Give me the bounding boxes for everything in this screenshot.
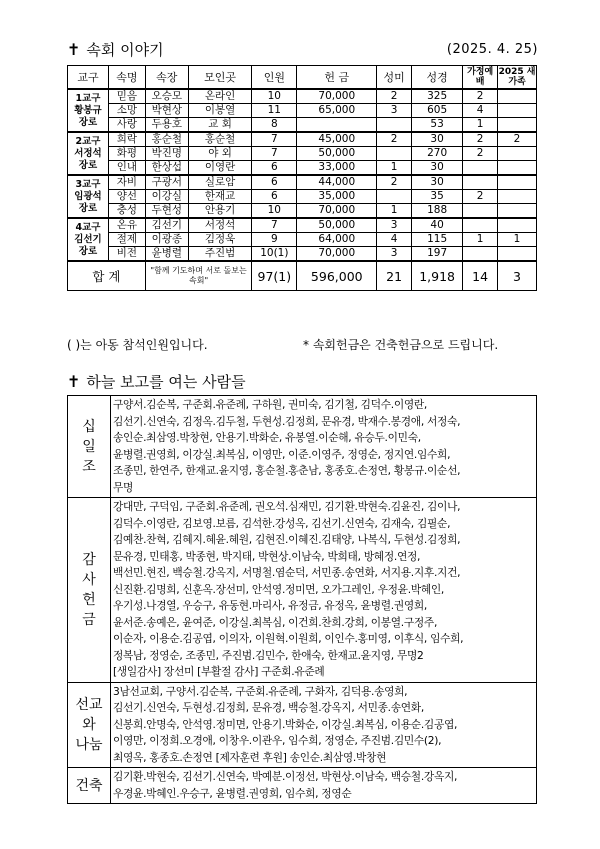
donor-line: 신진환.김명희, 신훈옥.장선미, 안석영.정미면, 오가그레인, 우정윤.박혜인,	[113, 582, 444, 596]
table-cell: 믿음	[108, 89, 145, 104]
table-cell: 홍순철	[188, 132, 251, 147]
table-cell: 2	[377, 89, 412, 104]
table-cell	[297, 118, 377, 133]
district-label: 3교구	[75, 178, 101, 190]
table-cell: 1	[463, 118, 498, 133]
table-cell: 4	[377, 233, 412, 247]
table-cell: 70,000	[297, 247, 377, 262]
donor-line: 김선기.신연숙, 두현성.김정희, 문유경, 백승철.강옥지, 서민종.송연화,	[113, 701, 424, 714]
table-cell: 6	[252, 161, 297, 176]
table-cell: 1	[498, 233, 537, 247]
table-cell: 50,000	[297, 147, 377, 161]
header-cell: 성경	[412, 66, 463, 90]
table-row	[68, 132, 537, 147]
donor-line: 송인순.최삼영.박창현, 안용기.박화순, 유봉열.이순해, 유승두.이민숙,	[113, 431, 421, 444]
total-bible: 1,918	[412, 261, 463, 291]
donation-row	[68, 682, 537, 768]
table-cell	[498, 89, 537, 104]
donation-table	[67, 395, 537, 804]
table-cell	[498, 118, 537, 133]
table-cell: 65,000	[297, 104, 377, 118]
table-cell: 절제	[108, 233, 145, 247]
donor-line: 문유경, 민태홍, 박종현, 박지태, 박현상.이남숙, 박희태, 방혜정.연정,	[113, 549, 421, 563]
table-cell: 2	[498, 132, 537, 147]
table-cell: 35	[412, 190, 463, 204]
table-cell	[463, 161, 498, 176]
table-cell: 화평	[108, 147, 145, 161]
cross-icon: ✝	[67, 40, 81, 59]
table-cell: 64,000	[297, 233, 377, 247]
table-cell: 10	[252, 204, 297, 219]
header-cell: 2025 새가족	[498, 67, 536, 87]
table-cell: 온유	[108, 218, 145, 233]
table-cell	[498, 147, 537, 161]
header-cell: 가정예배	[463, 66, 498, 90]
table-cell: 1	[377, 161, 412, 176]
donor-names	[111, 768, 537, 804]
donation-category	[68, 498, 111, 683]
district-label: 서정석	[74, 147, 102, 159]
donor-line: 3남선교회, 구양서.김순복, 구준회.유준례, 구화자, 김덕용.송영희,	[113, 684, 408, 698]
table-cell: 40	[412, 218, 463, 233]
donor-line: [생일감사] 장선미 [부활절 감사] 구준회.유준례	[113, 665, 325, 678]
donation-row	[68, 498, 537, 683]
table-row	[68, 204, 537, 219]
category-char: 나눔	[75, 736, 103, 753]
total-people: 97(1)	[252, 261, 297, 291]
table-cell: 비전	[108, 247, 145, 262]
total-phrase: "함께 기도하며 서로 돌보는 속회"	[145, 261, 251, 291]
district-label: 임광석	[74, 190, 102, 202]
table-cell: 188	[412, 204, 463, 219]
table-cell: 3	[377, 104, 412, 118]
district-label: 장로	[78, 159, 98, 171]
district-cell	[68, 132, 109, 175]
table-cell: 33,000	[297, 161, 377, 176]
total-rice: 21	[377, 261, 412, 291]
category-char: 사	[82, 571, 96, 588]
table-row	[68, 218, 537, 233]
district-label: 장로	[78, 245, 98, 257]
table-row	[68, 247, 537, 262]
table-cell	[498, 218, 537, 233]
table-cell: 교 회	[188, 118, 251, 133]
header-cell: 헌 금	[297, 66, 377, 90]
district-cell	[68, 218, 109, 261]
cross-icon: ✝	[67, 372, 81, 391]
donation-category	[68, 768, 111, 804]
donation-row	[68, 396, 537, 498]
header-cell: 교구	[68, 66, 109, 90]
table-cell: 김정욱	[188, 233, 251, 247]
table-cell: 70,000	[297, 204, 377, 219]
table-cell	[498, 104, 537, 118]
donor-line: 윤서준.송예은, 윤여준, 이강실.최복심, 이건희.찬희.강희, 이봉열.구정주,	[113, 615, 438, 629]
table-cell: 30	[412, 132, 463, 147]
table-cell: 한상섭	[145, 161, 188, 176]
category-char: 금	[82, 611, 96, 628]
district-cell	[68, 89, 109, 132]
table-cell	[377, 118, 412, 133]
table-cell: 325	[412, 89, 463, 104]
note-offering: * 속회헌금은 건축헌금으로 드립니다.	[303, 338, 499, 352]
table-cell: 주진범	[188, 247, 251, 262]
district-label: 1교구	[75, 92, 101, 104]
table-cell: 6	[252, 190, 297, 204]
donation-category	[68, 396, 111, 498]
table-cell: 45,000	[297, 132, 377, 147]
donor-line: 구양서.김순복, 구준회.유준례, 구하원, 권미숙, 김기철, 김덕수.이영란,	[113, 398, 428, 411]
donor-line: 백선민.현진, 백승철.강옥지, 서명철.염순덕, 서민종.송연화, 서지용.지후.지건,	[113, 566, 461, 579]
section-title-sokhoe: ✝ 속회 이야기	[67, 40, 164, 59]
category-char: 감	[82, 551, 96, 568]
donor-line: 조종민, 한연주, 한재교.윤지영, 홍순철.홍춘남, 홍종호.손정연, 황봉규.이순선,	[113, 464, 461, 477]
table-cell: 115	[412, 233, 463, 247]
table-cell: 안용기	[188, 204, 251, 219]
table-cell: 사랑	[108, 118, 145, 133]
table-row	[68, 104, 537, 118]
table-cell: 10(1)	[252, 247, 297, 262]
category-char: 와	[82, 716, 96, 733]
table-cell: 소망	[108, 104, 145, 118]
table-cell: 1	[463, 233, 498, 247]
table-cell: 두용호	[145, 118, 188, 133]
table-cell: 35,000	[297, 190, 377, 204]
header-cell: 성미	[377, 66, 412, 90]
table-cell: 11	[252, 104, 297, 118]
table-cell: 한재교	[188, 190, 251, 204]
table-cell	[463, 218, 498, 233]
donor-line: 최영옥, 홍종호.손정연 [제자훈련 후원] 송인순.최삼영.박창현	[113, 750, 387, 764]
table-cell: 실로암	[188, 175, 251, 190]
category-char: 헌	[82, 591, 96, 608]
table-cell: 197	[412, 247, 463, 262]
table-cell	[498, 161, 537, 176]
total-label: 합 계	[68, 261, 146, 291]
donor-line: 우경윤.박혜인.우승구, 윤병렬.권영희, 임수희, 정영순	[113, 786, 352, 800]
header-cell: 모인곳	[188, 66, 251, 90]
table-cell	[498, 204, 537, 219]
table-cell: 53	[412, 118, 463, 133]
table-row	[68, 89, 537, 104]
category-char: 일	[82, 438, 96, 455]
table-row	[68, 147, 537, 161]
category-char: 조	[82, 458, 96, 475]
table-cell: 4	[463, 104, 498, 118]
donor-line: 김기환.박현숙, 김선기.신연숙, 박예분.이정선, 박현상.이남숙, 백승철.강옥지,	[113, 770, 458, 783]
donor-line: 정복남, 정영순, 조종민, 주진범.김민수, 한애숙, 한재교.윤지영, 무명2	[113, 648, 424, 662]
table-cell: 30	[412, 161, 463, 176]
donor-line: 김덕수.이영란, 김보영.보름, 김석한.강성옥, 김선기.신연숙, 김재숙, 김필순,	[113, 516, 451, 530]
header-cell: 인원	[252, 66, 297, 90]
total-row	[68, 261, 537, 291]
table-cell: 오승모	[145, 89, 188, 104]
donor-line: 신봉희.안명숙, 안석영.정미면, 안용기.박화순, 이강실.최복심, 이용순.김공엽,	[113, 717, 458, 731]
header-cell: 속장	[145, 66, 188, 90]
table-cell	[498, 175, 537, 190]
table-cell: 양선	[108, 190, 145, 204]
table-cell	[463, 247, 498, 262]
table-row	[68, 118, 537, 133]
district-label: 김선기	[74, 233, 102, 245]
table-cell: 2	[377, 132, 412, 147]
table-cell: 9	[252, 233, 297, 247]
table-cell: 홍순철	[145, 132, 188, 147]
table-cell: 30	[412, 175, 463, 190]
table-cell	[377, 190, 412, 204]
district-label: 황봉규	[74, 104, 102, 116]
table-cell: 인내	[108, 161, 145, 176]
table-cell: 박진명	[145, 147, 188, 161]
donor-line: 김예찬.찬혁, 김혜지.혜윤.혜원, 김현진.이혜진.김태양, 나복식, 두현성.김정희,	[113, 533, 461, 546]
donor-line: 김선기.신연숙, 김정옥.김두철, 두현성.김정희, 문유경, 박재수.봉경애, 서정숙,	[113, 414, 461, 428]
table-cell: 온라인	[188, 89, 251, 104]
table-cell: 2	[463, 147, 498, 161]
table-cell: 605	[412, 104, 463, 118]
category-char: 십	[82, 418, 96, 435]
donor-line: 윤병렬.권영희, 이강실.최복심, 이영만, 이준.이영주, 정영순, 정지연.임수희,	[113, 447, 451, 461]
district-label: 장로	[78, 202, 98, 214]
table-cell: 7	[252, 132, 297, 147]
table-cell: 70,000	[297, 89, 377, 104]
table-cell: 2	[463, 89, 498, 104]
district-label: 4교구	[75, 221, 101, 233]
table-cell	[498, 190, 537, 204]
table-cell: 야 외	[188, 147, 251, 161]
table-cell: 자비	[108, 175, 145, 190]
table-cell: 희락	[108, 132, 145, 147]
table-cell: 1	[377, 204, 412, 219]
table-cell	[463, 204, 498, 219]
table-cell: 270	[412, 147, 463, 161]
donation-row	[68, 768, 537, 804]
table-cell: 7	[252, 147, 297, 161]
table-header-row	[68, 66, 537, 90]
table-cell: 50,000	[297, 218, 377, 233]
table-cell: 이봉열	[188, 104, 251, 118]
table-cell: 3	[377, 247, 412, 262]
donor-line: 강대만, 구덕임, 구준회.유준례, 권오석.심재민, 김기환.박현숙.김윤진, 김이나,	[113, 500, 461, 513]
donor-names	[111, 396, 537, 498]
donor-line: 무명	[113, 480, 134, 494]
donor-names	[111, 682, 537, 768]
donor-line: 우기성.나경열, 우승구, 유동현.마리사, 유정금, 유정옥, 윤병렬.권영희,	[113, 599, 428, 612]
total-worship: 14	[463, 261, 498, 291]
table-cell: 구광서	[145, 175, 188, 190]
table-cell: 8	[252, 118, 297, 133]
district-label: 2교구	[75, 135, 101, 147]
table-cell: 이강실	[145, 190, 188, 204]
table-cell	[463, 175, 498, 190]
table-cell: 서정석	[188, 218, 251, 233]
table-cell: 두현성	[145, 204, 188, 219]
table-cell: 44,000	[297, 175, 377, 190]
table-row	[68, 175, 537, 190]
report-date: (2025. 4. 25)	[446, 42, 538, 57]
table-cell	[498, 247, 537, 262]
table-row	[68, 190, 537, 204]
table-row	[68, 233, 537, 247]
table-cell: 김선기	[145, 218, 188, 233]
district-cell	[68, 175, 109, 218]
note-child-count: ( )는 아동 참석인원입니다.	[67, 338, 208, 352]
table-cell	[377, 147, 412, 161]
table-cell: 윤병렬	[145, 247, 188, 262]
donor-line: 이영만, 이정희.오경애, 이창우.이관우, 임수희, 정영순, 주진범.김민수(2),	[113, 734, 442, 747]
table-cell: 이영란	[188, 161, 251, 176]
total-newcomers: 3	[498, 261, 537, 291]
category-char: 선교	[75, 696, 103, 713]
section-title-donors: ✝ 하늘 보고를 여는 사람들	[67, 372, 246, 391]
donation-category	[68, 682, 111, 768]
donor-names	[111, 498, 537, 683]
table-cell: 3	[377, 218, 412, 233]
header-cell: 속명	[108, 66, 145, 90]
table-cell: 7	[252, 218, 297, 233]
donor-line: 이순자, 이용순.김공엽, 이의자, 이원혁.이원희, 이인수.홍미영, 이후식, 임수희,	[113, 632, 464, 645]
table-cell: 6	[252, 175, 297, 190]
district-label: 장로	[78, 116, 98, 128]
sokhoe-table	[67, 65, 537, 291]
table-cell: 충성	[108, 204, 145, 219]
table-cell: 이광종	[145, 233, 188, 247]
category-char: 건축	[75, 777, 103, 794]
table-cell: 2	[377, 175, 412, 190]
table-cell: 2	[463, 190, 498, 204]
table-cell: 박현상	[145, 104, 188, 118]
table-cell: 10	[252, 89, 297, 104]
table-cell: 2	[463, 132, 498, 147]
table-row	[68, 161, 537, 176]
total-offering: 596,000	[297, 261, 377, 291]
